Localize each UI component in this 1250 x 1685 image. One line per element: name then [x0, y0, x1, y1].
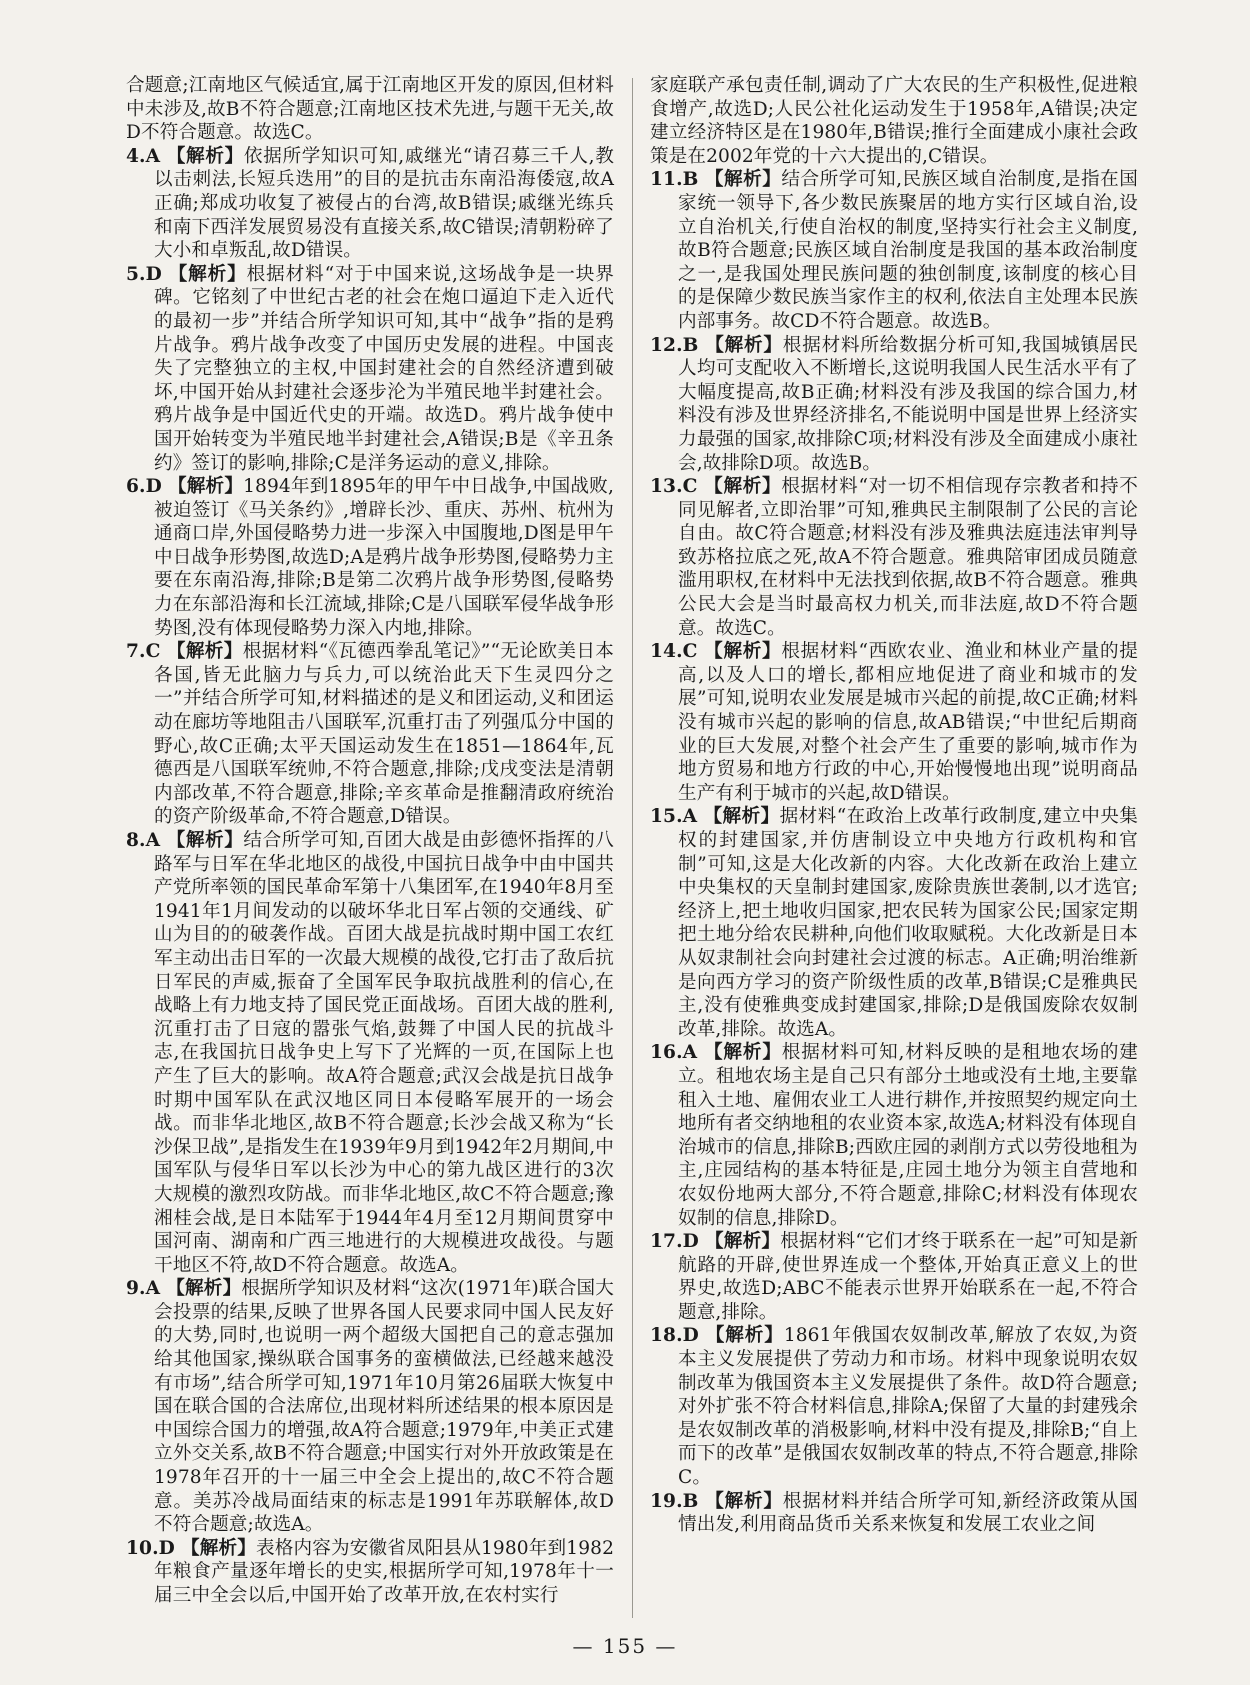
answer-number: 8.A [126, 830, 161, 851]
answer-number: 14.C [650, 641, 698, 663]
answer-item [126, 1277, 614, 1537]
answer-item [126, 475, 614, 640]
analysis-text: 根据材料“西欧农业、渔业和林业产量的提高,以及人口的增长,都相应地促进了商业和城市的发展”可知,说明农业发展是城市兴起的前提,故C正确;材料没有城市兴起的影响的信息,故AB错误;“中世纪后期商业的巨大发展,对整个社会产生了重要的影响,城市作为地方贸易和地方行政的中心,开始慢慢地出现”说明商品生产有利于城市的兴起,故D错误。 [678, 641, 1138, 804]
left-column [126, 74, 614, 1608]
analysis-tag: 【解析】 [704, 641, 782, 663]
analysis-text: 根据材料“对一切不相信现存宗教者和持不同见解者,立即治罪”可知,雅典民主制限制了公民的言论自由。故C符合题意;材料没有涉及雅典法庭违法审判导致苏格拉底之死,故A不符合题意。雅典陪审团成员随意滥用职权,在材料中无法找到依据,故B不符合题意。雅典公民大会是当时最高权力机关,而非法庭,故D不符合题意。故选C。 [678, 476, 1138, 639]
analysis-text: 1894年到1895年的甲午中日战争,中国战败,被迫签订《马关条约》,增辟长沙、重庆、苏州、杭州为通商口岸,外国侵略势力进一步深入中国腹地,D图是甲午中日战争形势图,故选D;A是鸦片战争形势图,侵略势力主要在东南沿海,排除;B是第二次鸦片战争形势图,侵略势力在东部沿海和长江流域,排除;C是八国联军侵华战争形势图,没有体现侵略势力深入内地,排除。 [154, 476, 614, 639]
column-divider [632, 78, 633, 1618]
answer-number: 10.D [126, 1537, 175, 1559]
analysis-text: 根据材料“《瓦德西拳乱笔记》”“无论欧美日本各国,皆无此脑力与兵力,可以统治此天下生灵四分之一”并结合所学可知,材料描述的是义和团运动,义和团运动在廊坊等地阻击八国联军,沉重打击了列强瓜分中国的野心,故C正确;太平天国运动发生在1851—1864年,瓦德西是八国联军统帅,不符合题意,排除;戊戌变法是清朝内部改革,不符合题意,排除;辛亥革命是推翻清政府统治的资产阶级革命,不符合题意,D错误。 [154, 641, 615, 828]
analysis-tag: 【解析】 [166, 145, 244, 167]
answer-item [650, 168, 1138, 333]
right-continuation: 家庭联产承包责任制,调动了广大农民的生产积极性,促进粮食增产,故选D;人民公社化运动发生于1958年,A错误;决定建立经济特区是在1980年,B错误;推行全面建成小康社会政策是在2002年党的十六大提出的,C错误。 [650, 75, 1138, 167]
analysis-text: 据材料“在政治上改革行政制度,建立中央集权的封建国家,并仿唐制设立中央地方行政机构和官制”可知,这是大化改新的内容。大化改新在政治上建立中央集权的天皇制封建国家,废除贵族世袭制,以才选官;经济上,把土地收归国家,把农民转为国家公民;国家定期把土地分给农民耕种,向他们收取赋税。大化改新是日本从奴隶制社会向封建社会过渡的标志。A正确;明治维新是向西方学习的资产阶级性质的改革,B错误;C是雅典民主,没有使雅典变成封建国家,排除;D是俄国废除农奴制改革,排除。故选A。 [678, 806, 1138, 1040]
left-intro: 合题意;江南地区气候适宜,属于江南地区开发的原因,但材料中未涉及,故B不符合题意;江南地区技术先进,与题干无关,故D不符合题意。故选C。 [126, 75, 614, 144]
analysis-tag: 【解析】 [167, 476, 244, 498]
answer-item [650, 640, 1138, 805]
answer-item [650, 1490, 1138, 1537]
analysis-tag: 【解析】 [166, 641, 243, 663]
analysis-tag: 【解析】 [703, 1042, 782, 1064]
analysis-tag: 【解析】 [168, 263, 247, 285]
answer-item [650, 1230, 1138, 1324]
analysis-text: 根据材料“它们才终于联系在一起”可知是新航路的开辟,使世界连成一个整体,开始真正意义上的世界史,故选D;ABC不能表示世界开始联系在一起,不符合题意,排除。 [678, 1231, 1138, 1323]
analysis-tag: 【解析】 [705, 334, 783, 356]
answer-number: 16.A [650, 1042, 698, 1064]
right-items-list [650, 168, 1138, 1536]
answer-item [650, 1324, 1138, 1489]
answer-item [126, 640, 614, 829]
answer-number: 18.D [650, 1325, 699, 1347]
analysis-text: 1861年俄国农奴制改革,解放了农奴,为资本主义发展提供了劳动力和市场。材料中现象说明农奴制改革为俄国资本主义发展提供了条件。故D符合题意;对外扩张不符合材料信息,排除A;保留了大量的封建残余是农奴制改革的消极影响,材料中没有提及,排除B;“自上而下的改革”是俄国农奴制改革的特点,不符合题意,排除C。 [678, 1325, 1139, 1489]
analysis-tag: 【解析】 [705, 1325, 784, 1347]
page-number: — 155 — [572, 1634, 678, 1658]
left-items-list [126, 145, 614, 1608]
answer-number: 13.C [650, 476, 698, 498]
answer-number: 11.B [650, 169, 699, 191]
right-column [650, 74, 1138, 1537]
analysis-text: 根据材料并结合所学可知,新经济政策从国情出发,利用商品货币关系来恢复和发展工农业之间 [678, 1490, 1139, 1536]
analysis-tag: 【解析】 [705, 1490, 783, 1512]
analysis-tag: 【解析】 [166, 830, 244, 851]
analysis-tag: 【解析】 [704, 476, 782, 498]
answer-item [650, 805, 1138, 1041]
answer-number: 12.B [650, 334, 699, 356]
analysis-text: 表格内容为安徽省凤阳县从1980年到1982年粮食产量逐年增长的史实,根据所学可知,1978年十一届三中全会以后,中国开始了改革开放,在农村实行 [154, 1537, 614, 1606]
answer-item [126, 263, 614, 475]
analysis-text: 依据所学知识可知,戚继光“请召募三千人,教以击刺法,长短兵迭用”的目的是抗击东南沿海倭寇,故A正确;郑成功收复了被侵占的台湾,故B错误;戚继光练兵和南下西洋发展贸易没有直接关系,故C错误;清朝粉碎了大小和卓叛乱,故D错误。 [154, 145, 614, 262]
analysis-tag: 【解析】 [705, 1231, 781, 1253]
analysis-text: 根据材料“对于中国来说,这场战争是一块界碑。它铭刻了中世纪古老的社会在炮口逼迫下走入近代的最初一步”并结合所学知识可知,其中“战争”指的是鸦片战争。鸦片战争改变了中国历史发展的进程。中国丧失了完整独立的主权,中国封建社会的自然经济遭到破坏,中国开始从封建社会逐步沦为半殖民地半封建社会。鸦片战争是中国近代史的开端。故选D。鸦片战争使中国开始转变为半殖民地半封建社会,A错误;B是《辛丑条约》签订的影响,排除;C是洋务运动的意义,排除。 [154, 263, 614, 474]
answer-number: 15.A [650, 806, 698, 828]
answer-item [650, 475, 1138, 640]
answer-number: 17.D [650, 1231, 699, 1253]
answer-item [126, 1537, 614, 1608]
analysis-text: 结合所学可知,民族区域自治制度,是指在国家统一领导下,各少数民族聚居的地方实行区域自治,设立自治机关,行使自治权的制度,坚持实行社会主义制度,故B符合题意;民族区域自治制度是我国的基本政治制度之一,是我国处理民族问题的独创制度,该制度的核心目的是保障少数民族当家作主的权利,依法自主处理本民族内部事务。故CD不符合题意。故选B。 [678, 169, 1138, 332]
analysis-tag: 【解析】 [180, 1537, 256, 1559]
analysis-tag: 【解析】 [704, 169, 782, 191]
analysis-text: 结合所学可知,百团大战是由彭德怀指挥的八路军与日军在华北地区的战役,中国抗日战争中由中国共产党所率领的国民革命军第十八集团军,在1940年8月至1941年1月间发动的以破坏华北日军占领的交通线、矿山为目的的破袭作战。百团大战是抗战时期中国工农红军主动出击日军的一次最大规模的战役,它打击了敌后抗日军民的声威,振奋了全国军民争取抗战胜利的信心,在战略上有力地支持了国民党正面战场。百团大战的胜利,沉重打击了日寇的嚣张气焰,鼓舞了中国人民的抗战斗志,在我国抗日战争史上写下了光辉的一页,在国际上也产生了巨大的影响。故A符合题意;武汉会战是抗日战争时期中国军队在武汉地区同日本侵略军展开的一场会战。而非华北地区,故B不符合题意;长沙会战又称为“长沙保卫战”,是指发生在1939年9月到1942年2月期间,中国军队与侵华日军以长沙为中心的第九战区进行的3次大规模的激烈攻防战。而非华北地区,故C不符合题意;豫湘桂会战,是日本陆军于1944年4月至12月期间贯穿中国河南、湖南和广西三地进行的大规模进攻战役。与题干地区不符,故D不符合题意。故选A。 [154, 830, 615, 1276]
analysis-text: 根据材料可知,材料反映的是租地农场的建立。租地农场主是自己只有部分土地或没有土地,主要靠租入土地、雇佣农业工人进行耕作,并按照契约规定向土地所有者交纳地租的农业资本家,故选A;材料没有体现自治城市的信息,排除B;西欧庄园的剥削方式以劳役地租为主,庄园结构的基本特征是,庄园土地分为领主自营地和农奴份地两大部分,不符合题意,排除C;材料没有体现农奴制的信息,排除D。 [678, 1042, 1139, 1229]
analysis-tag: 【解析】 [703, 806, 780, 828]
analysis-tag: 【解析】 [166, 1278, 242, 1300]
answer-number: 9.A [126, 1278, 161, 1300]
answer-number: 7.C [126, 641, 161, 663]
answer-item [126, 829, 614, 1277]
answer-item [650, 334, 1138, 476]
answer-number: 5.D [126, 263, 162, 285]
analysis-text: 根据所学知识及材料“这次(1971年)联合国大会投票的结果,反映了世界各国人民要求同中国人民友好的大势,同时,也说明一两个超级大国把自己的意志强加给其他国家,操纵联合国事务的蛮横做法,已经越来越没有市场”,结合所学可知,1971年10月第26届联大恢复中国在联合国的合法席位,出现材料所述结果的根本原因是中国综合国力的增强,故A符合题意;1979年,中美正式建立外交关系,故B不符合题意;中国实行对外开放政策是在1978年召开的十一届三中全会上提出的,故C不符合题意。美苏冷战局面结束的标志是1991年苏联解体,故D不符合题意;故选A。 [154, 1278, 614, 1536]
answer-item [126, 145, 614, 263]
answer-number: 4.A [126, 145, 161, 167]
answer-number: 6.D [126, 476, 162, 498]
analysis-text: 根据材料所给数据分析可知,我国城镇居民人均可支配收入不断增长,这说明我国人民生活水平有了大幅度提高,故B正确;材料没有涉及我国的综合国力,材料没有涉及世界经济排名,不能说明中国是世界上经济实力最强的国家,故排除C项;材料没有涉及全面建成小康社会,故排除D项。故选B。 [678, 334, 1139, 474]
answer-number: 19.B [650, 1490, 699, 1512]
answer-item [650, 1041, 1138, 1230]
